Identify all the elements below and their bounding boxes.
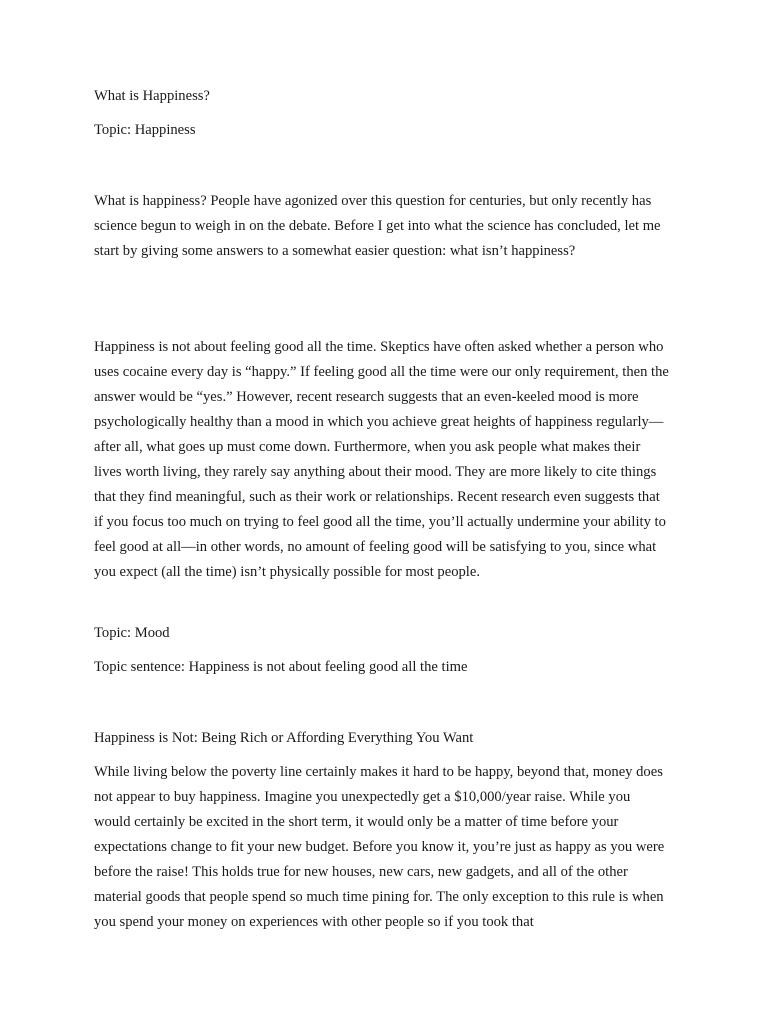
document-title: What is Happiness? bbox=[94, 88, 210, 104]
topic-sentence: Topic sentence: Happiness is not about feeling good all the time bbox=[94, 659, 468, 675]
paragraph-intro: What is happiness? People have agonized over this question for centuries, but only recently has science begun to weigh in on the debate. Before I get into what the science has concluded, let me start by giving some answers to a somewhat easier question: what isn’t happiness? bbox=[94, 193, 661, 259]
paragraph-money: While living below the poverty line certainly makes it hard to be happy, beyond that, money does not appear to buy happiness. Imagine you unexpectedly get a $10,000/year raise. While you would certainly be excited in the short term, it would only be a matter of time before your expectations change to fit your new budget. Before you know it, you’re just as happy as you were before the raise! This holds true for new houses, new cars, new gadgets, and all of the other material goods that people spend so much time pining for. The only exception to this rule is when you spend your money on experiences with other people so if you took that bbox=[94, 764, 665, 930]
topic-label-happiness: Topic: Happiness bbox=[94, 122, 196, 138]
topic-label-mood: Topic: Mood bbox=[94, 625, 170, 641]
section-subheading: Happiness is Not: Being Rich or Affording Everything You Want bbox=[94, 730, 474, 746]
paragraph-feeling-good: Happiness is not about feeling good all the time. Skeptics have often asked whether a person who uses cocaine every day is “happy.” If feeling good all the time were our only requirement, then the answer would be “yes.” However, recent research suggests that an even-keeled mood is more psychologically healthy than a mood in which you achieve great heights of happiness regularly—after all, what goes up must come down. Furthermore, when you ask people what makes their lives worth living, they rarely say anything about their mood. They are more likely to cite things that they find meaningful, such as their work or relationships. Recent research even suggests that if you focus too much on trying to feel good all the time, you’ll actually undermine your ability to feel good at all—in other words, no amount of feeling good will be satisfying to you, since what you expect (all the time) isn’t physically possible for most people. bbox=[94, 339, 669, 580]
